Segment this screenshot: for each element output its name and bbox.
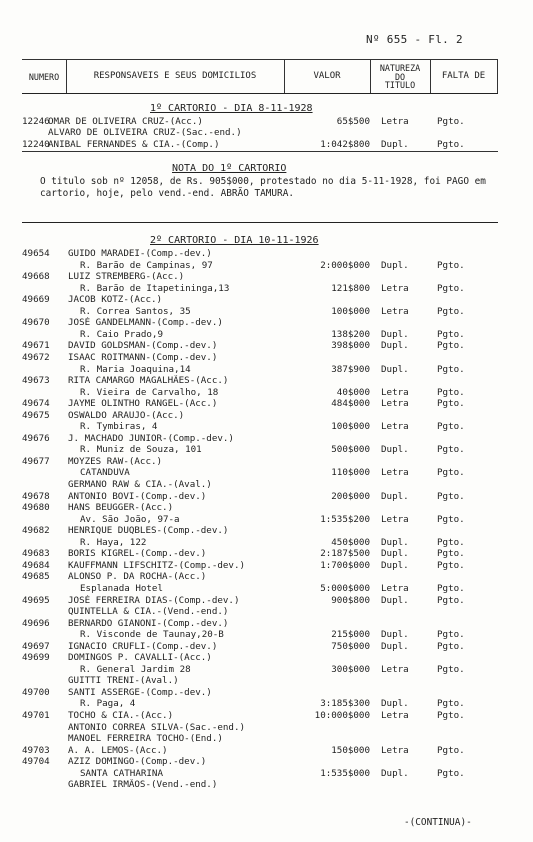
row-number: 49673 xyxy=(22,375,50,387)
row-name: JACOB KOTZ-(Acc.) xyxy=(68,294,163,306)
row-number: 49680 xyxy=(22,502,50,514)
table-row xyxy=(0,698,533,709)
row-nature: Letra xyxy=(381,710,409,721)
row-nature: Letra xyxy=(381,282,409,294)
row-number: 49682 xyxy=(22,525,50,537)
row-status: Pgto. xyxy=(437,305,465,317)
note-rule xyxy=(22,222,498,223)
table-row xyxy=(0,629,533,640)
row-number: 49704 xyxy=(22,756,50,768)
row-name: R. Maria Joaquina,14 xyxy=(80,363,191,375)
table-row xyxy=(0,779,533,790)
note-title-text: NOTA DO 1º CARTORIO xyxy=(172,163,287,174)
row-name: JOSÉ GANDELMANN-(Comp.-dev.) xyxy=(68,317,223,329)
row-name: OSWALDO ARAUJO-(Acc.) xyxy=(68,409,185,421)
table-row xyxy=(0,491,533,502)
row-value: 121$800 xyxy=(331,282,370,294)
row-value: 5:000$000 xyxy=(320,582,370,594)
section1-underline xyxy=(22,151,498,152)
row-name: A. A. LEMOS-(Acc.) xyxy=(68,744,168,756)
table-row xyxy=(0,479,533,490)
table-row xyxy=(0,641,533,652)
row-name: QUINTELLA & CIA.-(Vend.-end.) xyxy=(68,606,229,618)
section1-title-text: 1º CARTORIO - DIA 8-11-1928 xyxy=(150,103,313,114)
row-status: Pgto. xyxy=(437,259,465,271)
row-name: JAYME OLINTHO RANGEL-(Acc.) xyxy=(68,398,218,410)
table-row xyxy=(0,260,533,271)
table-row xyxy=(0,548,533,559)
row-status: Pgto. xyxy=(437,548,465,560)
row-number: 49700 xyxy=(22,686,50,698)
row-status: Pgto. xyxy=(437,663,465,675)
row-value: 10:000$000 xyxy=(314,710,370,721)
row-value: 1:535$200 xyxy=(320,513,370,525)
row-name: SANTI ASSERGE-(Comp.-dev.) xyxy=(68,686,212,698)
row-nature: Dupl. xyxy=(381,490,409,502)
table-row xyxy=(0,398,533,409)
header-rule-top xyxy=(22,59,498,60)
table-row xyxy=(0,675,533,686)
table-row xyxy=(0,664,533,675)
row-nature: Letra xyxy=(381,467,409,479)
row-status: Pgto. xyxy=(437,513,465,525)
row-nature: Dupl. xyxy=(381,328,409,340)
row-value: 3:185$300 xyxy=(320,698,370,710)
row-name: Av. São João, 97-a xyxy=(80,513,180,525)
row-name: ANIBAL FERNANDES & CIA.-(Comp.) xyxy=(48,139,220,150)
row-nature: Dupl. xyxy=(381,259,409,271)
row-name: ANTONIO BOVI-(Comp.-dev.) xyxy=(68,490,207,502)
table-row xyxy=(0,127,533,138)
row-status: Pgto. xyxy=(437,282,465,294)
table-row xyxy=(0,525,533,536)
row-name: J. MACHADO JUNIOR-(Comp.-dev.) xyxy=(68,432,234,444)
row-name: KAUFFMANN LIFSCHITZ-(Comp.-dev.) xyxy=(68,559,246,571)
table-row xyxy=(0,606,533,617)
row-value: 484$000 xyxy=(331,398,370,410)
row-number: 49672 xyxy=(22,351,50,363)
table-row xyxy=(0,652,533,663)
table-row xyxy=(0,467,533,478)
table-row xyxy=(0,595,533,606)
row-number: 49671 xyxy=(22,340,50,352)
table-row xyxy=(0,248,533,259)
row-value: 2:187$500 xyxy=(320,548,370,560)
row-name: R. Vieira de Carvalho, 18 xyxy=(80,386,219,398)
row-name: ISAAC ROITMANN-(Comp.-dev.) xyxy=(68,351,218,363)
row-value: 300$000 xyxy=(331,663,370,675)
table-row xyxy=(0,722,533,733)
col-header-valor: VALOR xyxy=(313,71,341,82)
row-status: Pgto. xyxy=(437,386,465,398)
row-number: 49703 xyxy=(22,744,50,756)
section1-title xyxy=(150,103,313,114)
section2-title-text: 2º CARTORIO - DIA 10-11-1926 xyxy=(150,235,319,246)
table-row xyxy=(0,444,533,455)
table-row xyxy=(0,456,533,467)
row-value: 150$000 xyxy=(331,744,370,756)
row-number: 49697 xyxy=(22,640,50,652)
table-row xyxy=(0,271,533,282)
table-row xyxy=(0,560,533,571)
row-status: Pgto. xyxy=(437,398,465,410)
row-status: Pgto. xyxy=(437,640,465,652)
row-value: 450$000 xyxy=(331,536,370,548)
row-number: 12240 xyxy=(22,139,50,150)
row-status: Pgto. xyxy=(437,467,465,479)
table-row xyxy=(0,317,533,328)
row-status: Pgto. xyxy=(437,629,465,641)
row-status: Pgto. xyxy=(437,328,465,340)
table-row xyxy=(0,387,533,398)
row-name: IGNACIO CRUFLI-(Comp.-dev.) xyxy=(68,640,218,652)
row-name: DAVID GOLDSMAN-(Comp.-dev.) xyxy=(68,340,218,352)
row-number: 49685 xyxy=(22,571,50,583)
row-value: 1:700$000 xyxy=(320,559,370,571)
row-status: Pgto. xyxy=(437,363,465,375)
row-nature: Dupl. xyxy=(381,444,409,456)
table-row xyxy=(0,745,533,756)
header-rule-bottom xyxy=(22,93,498,94)
row-status: Pgto. xyxy=(437,490,465,502)
row-status: Pgto. xyxy=(437,710,465,721)
row-number: 49670 xyxy=(22,317,50,329)
row-nature: Letra xyxy=(381,386,409,398)
row-status: Pgto. xyxy=(437,536,465,548)
note-text: O titulo sob nº 12058, de Rs. 905$000, protestado no dia 5-11-1928, foi PAGO em cartorio, hoje, pelo vend.-end. ABRÃO TAMURA. xyxy=(40,176,486,199)
row-value: 65$500 xyxy=(336,116,370,127)
row-name: R. Tymbiras, 4 xyxy=(80,421,158,433)
col-header-natureza-l1: NATUREZA xyxy=(379,62,421,73)
row-name: LUIZ STREMBERG-(Acc.) xyxy=(68,271,185,283)
row-value: 40$000 xyxy=(336,386,370,398)
row-number: 49695 xyxy=(22,594,50,606)
row-number: 49654 xyxy=(22,248,50,259)
row-name: R. Paga, 4 xyxy=(80,698,136,710)
row-number: 49675 xyxy=(22,409,50,421)
row-value: 398$000 xyxy=(331,340,370,352)
table-row xyxy=(0,733,533,744)
row-name: ANTONIO CORREA SILVA-(Sac.-end.) xyxy=(68,721,246,733)
row-value: 138$200 xyxy=(331,328,370,340)
row-nature: Dupl. xyxy=(381,363,409,375)
row-number: 49699 xyxy=(22,652,50,664)
col-header-natureza-l2: DO xyxy=(394,71,406,82)
row-name: MANOEL FERREIRA TOCHO-(End.) xyxy=(68,733,223,745)
table-row xyxy=(0,756,533,767)
row-nature: Dupl. xyxy=(381,640,409,652)
table-row xyxy=(0,421,533,432)
row-number: 49678 xyxy=(22,490,50,502)
table-row xyxy=(0,710,533,721)
row-value: 110$000 xyxy=(331,467,370,479)
col-header-responsaveis: RESPONSAVEIS E SEUS DOMICILIOS xyxy=(93,71,257,82)
row-name: R. Barão de Campinas, 97 xyxy=(80,259,213,271)
table-row xyxy=(0,537,533,548)
row-nature: Dupl. xyxy=(381,139,409,150)
table-row xyxy=(0,116,533,127)
continua-label: -(CONTINUA)- xyxy=(404,817,472,828)
table-row xyxy=(0,687,533,698)
row-name: R. Haya, 122 xyxy=(80,536,147,548)
row-value: 387$900 xyxy=(331,363,370,375)
table-row xyxy=(0,364,533,375)
table-row xyxy=(0,433,533,444)
row-name: GUITTI TRENI-(Aval.) xyxy=(68,675,179,687)
row-name: RITA CAMARGO MAGALHÃES-(Acc.) xyxy=(68,375,229,387)
row-number: 49668 xyxy=(22,271,50,283)
row-number: 49674 xyxy=(22,398,50,410)
row-nature: Dupl. xyxy=(381,594,409,606)
col-header-natureza xyxy=(370,64,430,90)
row-status: Pgto. xyxy=(437,582,465,594)
row-value: 500$000 xyxy=(331,444,370,456)
row-name: R. Visconde de Taunay,20-B xyxy=(80,629,224,641)
page-label: Nº 655 - Fl. 2 xyxy=(366,33,463,46)
row-number: 49701 xyxy=(22,710,50,721)
table-row xyxy=(0,768,533,779)
row-nature: Letra xyxy=(381,116,409,127)
row-nature: Dupl. xyxy=(381,767,409,779)
row-status: Pgto. xyxy=(437,594,465,606)
row-name: ALVARO DE OLIVEIRA CRUZ-(Sac.-end.) xyxy=(48,127,242,138)
row-name: GERMANO RAW & CIA.-(Aval.) xyxy=(68,479,212,490)
table-row xyxy=(0,283,533,294)
col-header-numero: NUMERO xyxy=(28,71,60,82)
row-name: GUIDO MARADEI-(Comp.-dev.) xyxy=(68,248,212,259)
table-row xyxy=(0,306,533,317)
table-row xyxy=(0,514,533,525)
row-number: 12246 xyxy=(22,116,50,127)
table-row xyxy=(0,618,533,629)
row-value: 215$000 xyxy=(331,629,370,641)
row-name: R. Muniz de Souza, 101 xyxy=(80,444,202,456)
row-value: 1:042$800 xyxy=(320,139,370,150)
row-value: 100$000 xyxy=(331,421,370,433)
table-row xyxy=(0,375,533,386)
section2-title xyxy=(150,235,319,246)
row-nature: Dupl. xyxy=(381,340,409,352)
row-name: AZIZ DOMINGO-(Comp.-dev.) xyxy=(68,756,207,768)
row-value: 1:535$000 xyxy=(320,767,370,779)
row-name: R. Barão de Itapetininga,13 xyxy=(80,282,230,294)
row-nature: Dupl. xyxy=(381,559,409,571)
row-value: 750$000 xyxy=(331,640,370,652)
row-name: BORIS KIGREL-(Comp.-dev.) xyxy=(68,548,207,560)
row-name: CATANDUVA xyxy=(80,467,130,479)
table-row xyxy=(0,294,533,305)
row-nature: Letra xyxy=(381,744,409,756)
note-title xyxy=(172,163,286,174)
row-name: MOYZES RAW-(Acc.) xyxy=(68,455,163,467)
row-status: Pgto. xyxy=(437,421,465,433)
row-status: Pgto. xyxy=(437,444,465,456)
row-name: Esplanada Hotel xyxy=(80,582,163,594)
row-status: Pgto. xyxy=(437,559,465,571)
row-name: ALONSO P. DA ROCHA-(Acc.) xyxy=(68,571,207,583)
row-name: BERNARDO GIANONI-(Comp.-dev.) xyxy=(68,617,229,629)
row-number: 49677 xyxy=(22,455,50,467)
col-header-natureza-l3: TITULO xyxy=(384,80,416,91)
row-name: SANTA CATHARINA xyxy=(80,767,163,779)
table-row xyxy=(0,502,533,513)
row-nature: Letra xyxy=(381,513,409,525)
row-name: R. Caio Prado,9 xyxy=(80,328,163,340)
table-row xyxy=(0,329,533,340)
row-nature: Letra xyxy=(381,398,409,410)
row-value: 100$000 xyxy=(331,305,370,317)
row-status: Pgto. xyxy=(437,744,465,756)
row-nature: Letra xyxy=(381,305,409,317)
row-name: DOMINGOS P. CAVALLI-(Acc.) xyxy=(68,652,212,664)
row-name: TOCHO & CIA.-(Acc.) xyxy=(68,710,174,721)
row-number: 49669 xyxy=(22,294,50,306)
row-number: 49683 xyxy=(22,548,50,560)
row-name: JOSÉ FERREIRA DIAS-(Comp.-dev.) xyxy=(68,594,240,606)
row-nature: Dupl. xyxy=(381,548,409,560)
row-name: R. General Jardim 28 xyxy=(80,663,191,675)
row-status: Pgto. xyxy=(437,698,465,710)
row-value: 200$000 xyxy=(331,490,370,502)
row-number: 49684 xyxy=(22,559,50,571)
table-row xyxy=(0,352,533,363)
col-divider-5 xyxy=(497,59,498,93)
row-name: OMAR DE OLIVEIRA CRUZ-(Acc.) xyxy=(48,116,203,127)
row-nature: Dupl. xyxy=(381,698,409,710)
row-nature: Letra xyxy=(381,582,409,594)
row-nature: Dupl. xyxy=(381,629,409,641)
row-number: 49676 xyxy=(22,432,50,444)
table-row xyxy=(0,410,533,421)
table-row xyxy=(0,571,533,582)
row-number: 49696 xyxy=(22,617,50,629)
row-name: HENRIQUE DUQBLES-(Comp.-dev.) xyxy=(68,525,229,537)
row-name: HANS BEUGGER-(Acc.) xyxy=(68,502,174,514)
row-nature: Letra xyxy=(381,663,409,675)
row-nature: Dupl. xyxy=(381,536,409,548)
row-nature: Letra xyxy=(381,421,409,433)
row-name: GABRIEL IRMÃOS-(Vend.-end.) xyxy=(68,779,218,791)
col-header-falta: FALTA DE xyxy=(441,71,486,82)
row-status: Pgto. xyxy=(437,340,465,352)
table-row xyxy=(0,583,533,594)
row-status: Pgto. xyxy=(437,139,465,150)
table-row xyxy=(0,340,533,351)
table-row xyxy=(0,139,533,150)
row-value: 900$800 xyxy=(331,594,370,606)
row-status: Pgto. xyxy=(437,116,465,127)
row-name: R. Correa Santos, 35 xyxy=(80,305,191,317)
row-value: 2:000$000 xyxy=(320,259,370,271)
row-status: Pgto. xyxy=(437,767,465,779)
